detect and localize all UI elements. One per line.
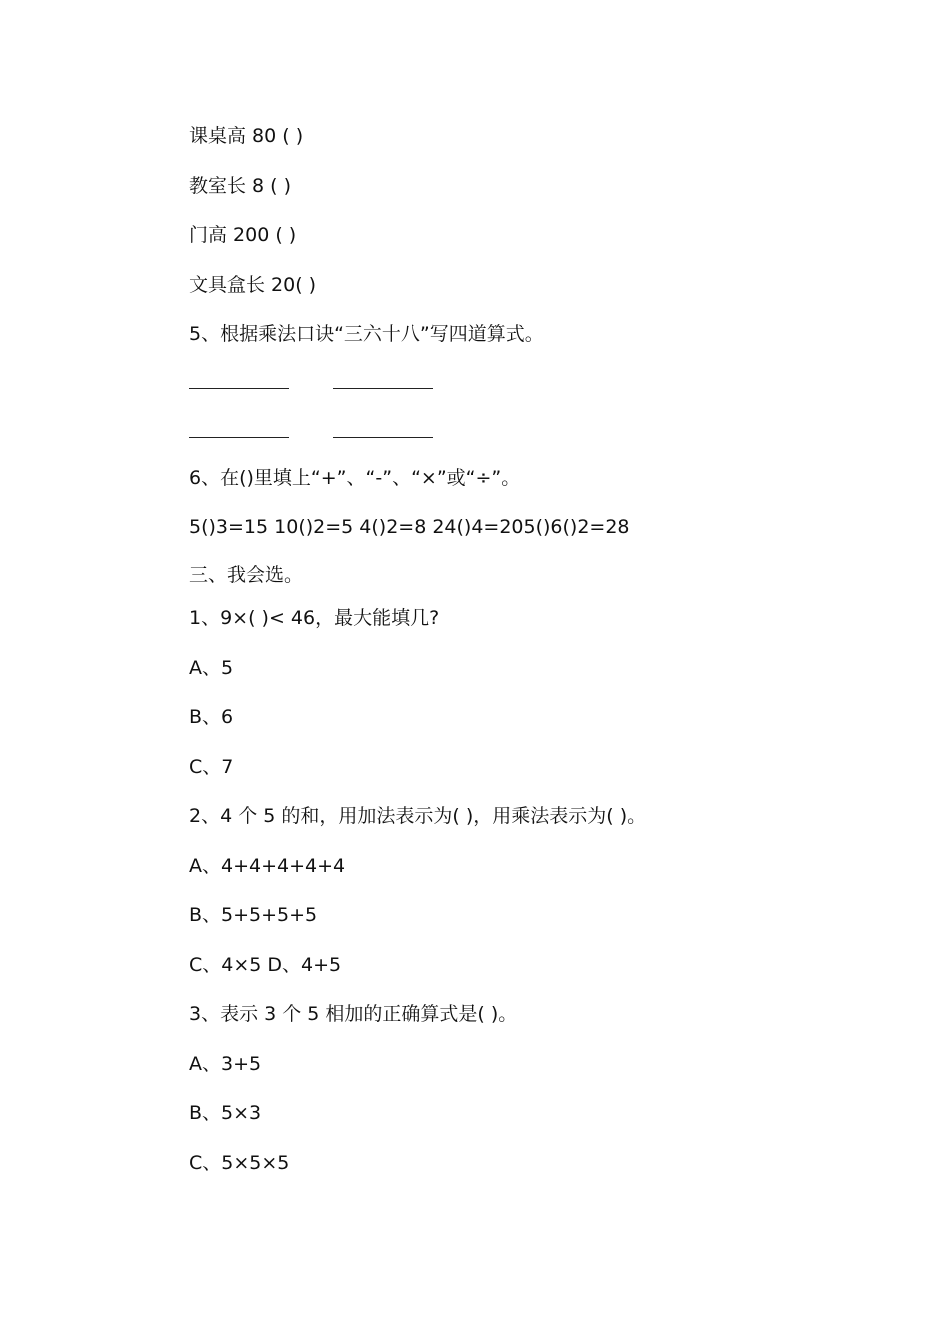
text-line-door-height: 门高 200 ( ) <box>189 224 297 246</box>
choice-q1-option-a: A、5 <box>189 657 234 679</box>
answer-blank[interactable] <box>189 423 289 438</box>
answer-blanks-row-2 <box>189 423 433 443</box>
choice-q1-option-b: B、6 <box>189 706 234 728</box>
choice-question-1: 1、9×( )< 46，最大能填几? <box>189 607 440 629</box>
choice-q3-option-a: A、3+5 <box>189 1053 262 1075</box>
question-6-heading: 6、在()里填上“+”、“-”、“×”或“÷”。 <box>189 467 521 489</box>
text-line-classroom-length: 教室长 8 ( ) <box>189 175 292 197</box>
text-line-desk-height: 课桌高 80 ( ) <box>189 125 304 147</box>
choice-q2-option-b: B、5+5+5+5 <box>189 904 318 926</box>
choice-q3-option-b: B、5×3 <box>189 1102 262 1124</box>
choice-question-3: 3、表示 3 个 5 相加的正确算式是( )。 <box>189 1003 518 1025</box>
answer-blank[interactable] <box>333 374 433 389</box>
answer-blank[interactable] <box>333 423 433 438</box>
section-3-heading: 三、我会选。 <box>189 564 304 586</box>
answer-blank[interactable] <box>189 374 289 389</box>
choice-question-2: 2、4 个 5 的和，用加法表示为( )，用乘法表示为( )。 <box>189 805 647 827</box>
question-6-expressions: 5()3=15 10()2=5 4()2=8 24()4=205()6()2=28 <box>189 516 630 538</box>
answer-blanks-row-1 <box>189 374 433 394</box>
choice-q1-option-c: C、7 <box>189 756 234 778</box>
text-line-pencil-box-length: 文具盒长 20( ) <box>189 274 317 296</box>
choice-q3-option-c: C、5×5×5 <box>189 1152 290 1174</box>
choice-q2-option-a: A、4+4+4+4+4 <box>189 855 346 877</box>
question-5-heading: 5、根据乘法口诀“三六十八”写四道算式。 <box>189 323 544 345</box>
choice-q2-option-c-d: C、4×5 D、4+5 <box>189 954 342 976</box>
